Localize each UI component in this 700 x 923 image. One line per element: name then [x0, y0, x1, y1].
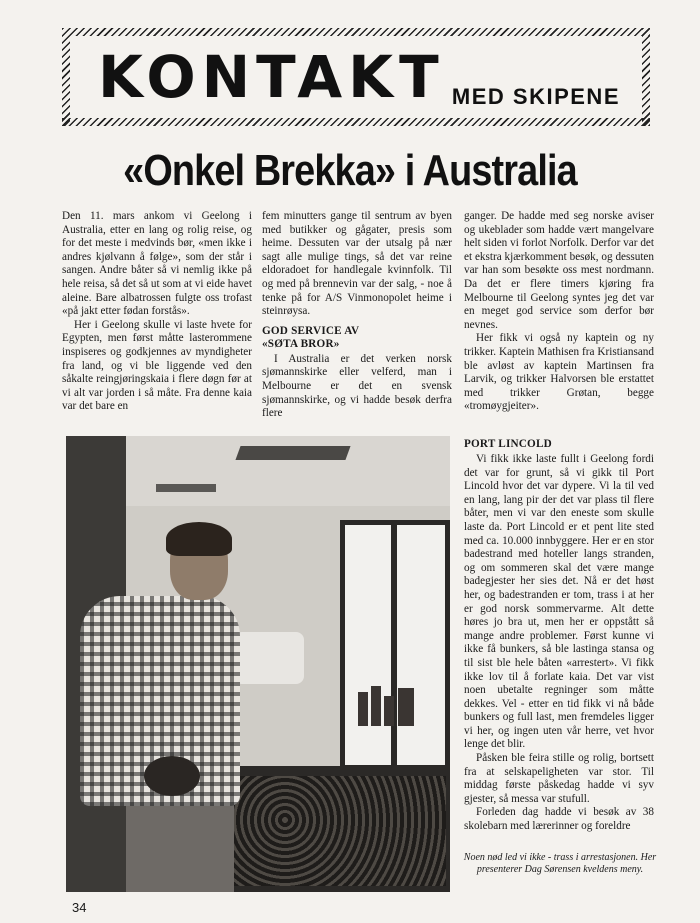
paragraph: I Australia er det verken norsk sjømannskirke eller velferd, man i Melbourne er det en svensk sjømannskirke, og vi hadde besøk derfra flere	[262, 352, 452, 420]
text-column-3-bottom	[464, 432, 654, 834]
paragraph: fem minutters gange til sentrum av byen med butikker og gågater, presis som heime. Dessuten var der utsalg på nær sagt alle mulige tings, så det var reine eldoradoet for handlegale kvinnfolk. Til og med på brennevin var der salg, - noe å tenke på for A/S Vinmonopolet heime i steinrøysa.	[262, 210, 452, 318]
paragraph: ganger. De hadde med seg norske aviser og ukeblader som hadde vært mangelvare helt siden vi forlot Norfolk. Derfor var det et ekstra kjærkomment besøk, og dessuten var han som besøkte oss mest nordmann. Da det er flere timers kjøring fra Melbourne til Geelong syntes jeg det var en meget god service som derfor bør nevnes.	[464, 210, 654, 331]
ceiling-vent	[156, 484, 216, 492]
ceiling-light	[235, 446, 350, 460]
paragraph: Den 11. mars ankom vi Geelong i Australia, etter en lang og rolig reise, og for det meste i medvinds bør, «men ikke i andres kjølvann å følge», som der står i sangen. Andre båter så vi nemlig ikke på hele reisa, så det så ut som at vi eide havet aleine. Bare albatrossen fulgte oss trofast «på jakt etter fødan forstås».	[62, 210, 252, 318]
jar	[384, 696, 394, 726]
kontakt-title: KONTAKT	[98, 43, 445, 111]
section-heading-line-1: GOD SERVICE AV	[262, 324, 360, 337]
paragraph: Her i Geelong skulle vi laste hvete for Egypten, men først måtte lasterommene inspiseres og godkjennes av myndigheter fra land, og vi ble liggende ved den såkalte reingjøringskaia i flere døgn før at vi alt var jorden i så måte. Fra denne kaia var det bare en	[62, 318, 252, 413]
crab-in-hand	[144, 756, 200, 796]
text-column-3-top	[464, 210, 654, 414]
paragraph: Forleden dag hadde vi besøk av 38 skolebarn med lærerinner og foreldre	[464, 806, 654, 833]
text-column-2	[262, 210, 452, 421]
page-number: 34	[72, 900, 87, 915]
window-divider	[391, 525, 397, 765]
man-hair	[166, 522, 232, 556]
boiler	[234, 632, 304, 684]
jar	[398, 688, 414, 726]
text-column-1	[62, 210, 252, 414]
paragraph: Vi fikk ikke laste fullt i Geelong fordi det var for grunt, så vi gikk til Port Lincold hvor det var dypere. Vi la til ved en lang, lang pir der det var plass til flere båter, men vi var den eneste som skulle laste da. Port Lincold er et pent lite sted med ca. 10.000 innbyggere. Her er en stor badestrand med hoteller langs stranden, og om sommeren skal det være mange badegjester her sies det. Nå er det høst her, og badestranden er tom, trass i at her er god norsk sommervarme. Alt dette høres jo bra ut, men her er oppstått så mange andre problemer. Først kunne vi ikke få bunkers, så ble lastinga stansa og til sist ble hele båten «arrestert». Vi fikk ikke lov til å forlate kaia. Det var vist noen ubetalte regninger som måtte dekkes. Vel - etter en tid fikk vi nå både bunkers og full last, men fremdeles ligger vi her, og ingen uten vår herre, vet hvor lenge det blir.	[464, 453, 654, 751]
section-heading: PORT LINCOLD	[464, 438, 552, 450]
paragraph: Påsken ble feira stille og rolig, bortsett fra at selskapeligheten var stor. Til middag første påskedag hadde vi syv gjester, så messa var stufull.	[464, 752, 654, 805]
section-heading-line-2: «SØTA BROR»	[262, 337, 340, 350]
kontakt-banner	[62, 28, 650, 126]
jars-on-shelf	[358, 676, 418, 726]
galley-photo	[66, 436, 450, 892]
section-heading	[262, 325, 452, 351]
article-headline: «Onkel Brekka» i Australia	[123, 146, 577, 195]
crab-pile	[216, 776, 446, 886]
photo-caption: Noen nød led vi ikke - trass i arrestasjonen. Her presenterer Dag Sørensen kveldens meny.	[463, 852, 657, 876]
paragraph: Her fikk vi også ny kaptein og ny trikker. Kaptein Mathisen fra Kristiansand ble avløst av kaptein Martinsen fra Larvik, og trikker Halvorsen ble erstattet med trikker Grøtan, begge «tromøygjeiter».	[464, 332, 654, 413]
jar	[371, 686, 381, 726]
jar	[358, 692, 368, 726]
galley-window	[340, 520, 450, 770]
kontakt-subtitle: MED SKIPENE	[451, 84, 620, 109]
